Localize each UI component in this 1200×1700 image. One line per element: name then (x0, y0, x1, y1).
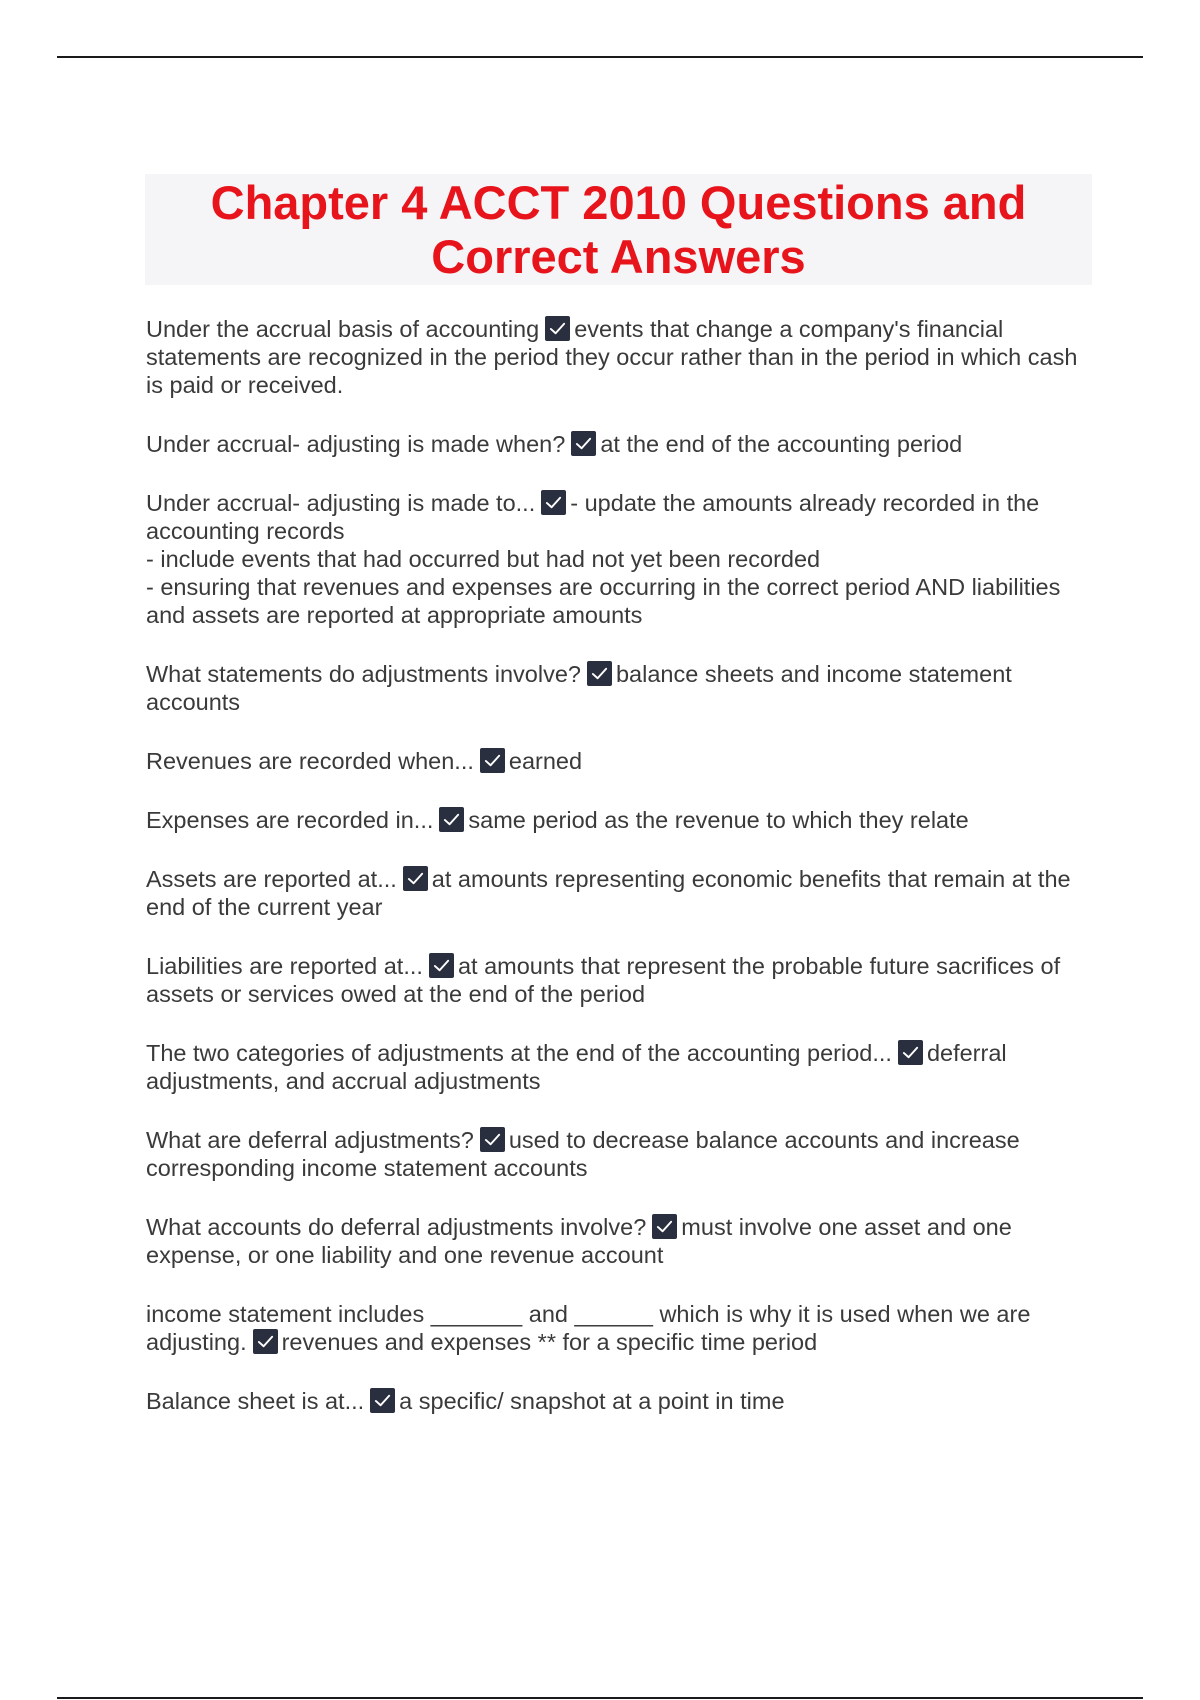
check-box-icon (403, 866, 428, 891)
question-text: income statement includes _______ and ______ which is why it is used when we are adjusting. (146, 1301, 1031, 1355)
check-box-icon (480, 748, 505, 773)
question-text: Under the accrual basis of accounting (146, 316, 540, 342)
check-box-icon (370, 1388, 395, 1413)
qa-item (146, 1387, 1091, 1415)
qa-item (146, 1213, 1091, 1269)
answer-line: - include events that had occurred but had not yet been recorded (146, 546, 821, 572)
answer-text: revenues and expenses ** for a specific time period (281, 1329, 818, 1355)
answer-text: at amounts that represent the probable future sacrifices of assets or services owed at the end of the period (146, 953, 1061, 1007)
answer-text: - update the amounts already recorded in the accounting records (146, 490, 1040, 544)
check-box-icon (439, 807, 464, 832)
check-box-icon (652, 1214, 677, 1239)
check-box-icon (571, 431, 596, 456)
qa-item (146, 489, 1091, 629)
qa-item (146, 747, 1091, 775)
title-banner (145, 174, 1092, 285)
check-box-icon (253, 1329, 278, 1354)
answer-text: balance sheets and income statement accounts (146, 661, 1012, 715)
qa-item (146, 1126, 1091, 1182)
answer-text: deferral adjustments, and accrual adjustments (146, 1040, 1007, 1094)
answer-line: - ensuring that revenues and expenses are occurring in the correct period AND liabilities and assets are reported at appropriate amounts (146, 574, 1061, 628)
header-rule (57, 56, 1143, 58)
footer-rule (57, 1697, 1143, 1699)
check-box-icon (429, 953, 454, 978)
question-text: Liabilities are reported at... (146, 953, 423, 979)
answer-text: at amounts representing economic benefits that remain at the end of the current year (146, 866, 1071, 920)
check-box-icon (541, 490, 566, 515)
qa-item (146, 1300, 1091, 1356)
answer-text: events that change a company's financial statements are recognized in the period they occur rather than in the period in which cash is paid or received. (146, 316, 1078, 398)
answer-text: at the end of the accounting period (600, 431, 963, 457)
question-text: What are deferral adjustments? (146, 1127, 474, 1153)
answer-text: must involve one asset and one expense, or one liability and one revenue account (146, 1214, 1012, 1268)
answer-text: a specific/ snapshot at a point in time (399, 1388, 785, 1414)
question-text: Assets are reported at... (146, 866, 397, 892)
answer-text: earned (508, 748, 583, 774)
answer-text: same period as the revenue to which they relate (468, 807, 969, 833)
check-box-icon (898, 1040, 923, 1065)
qa-item (146, 430, 1091, 458)
check-box-icon (545, 316, 570, 341)
answer-text: used to decrease balance accounts and increase corresponding income statement accounts (146, 1127, 1020, 1181)
qa-item (146, 315, 1091, 399)
page-title: Chapter 4 ACCT 2010 Questions and Correct Answers (210, 175, 1027, 283)
question-answer-list (146, 315, 1091, 1446)
question-text: What accounts do deferral adjustments involve? (146, 1214, 647, 1240)
qa-item (146, 660, 1091, 716)
qa-item (146, 1039, 1091, 1095)
qa-item (146, 806, 1091, 834)
question-text: What statements do adjustments involve? (146, 661, 581, 687)
question-text: Under accrual- adjusting is made to... (146, 490, 536, 516)
question-text: Under accrual- adjusting is made when? (146, 431, 566, 457)
qa-item (146, 952, 1091, 1008)
question-text: Balance sheet is at... (146, 1388, 365, 1414)
question-text: The two categories of adjustments at the end of the accounting period... (146, 1040, 892, 1066)
check-box-icon (587, 661, 612, 686)
qa-item (146, 865, 1091, 921)
question-text: Expenses are recorded in... (146, 807, 434, 833)
question-text: Revenues are recorded when... (146, 748, 474, 774)
check-box-icon (480, 1127, 505, 1152)
